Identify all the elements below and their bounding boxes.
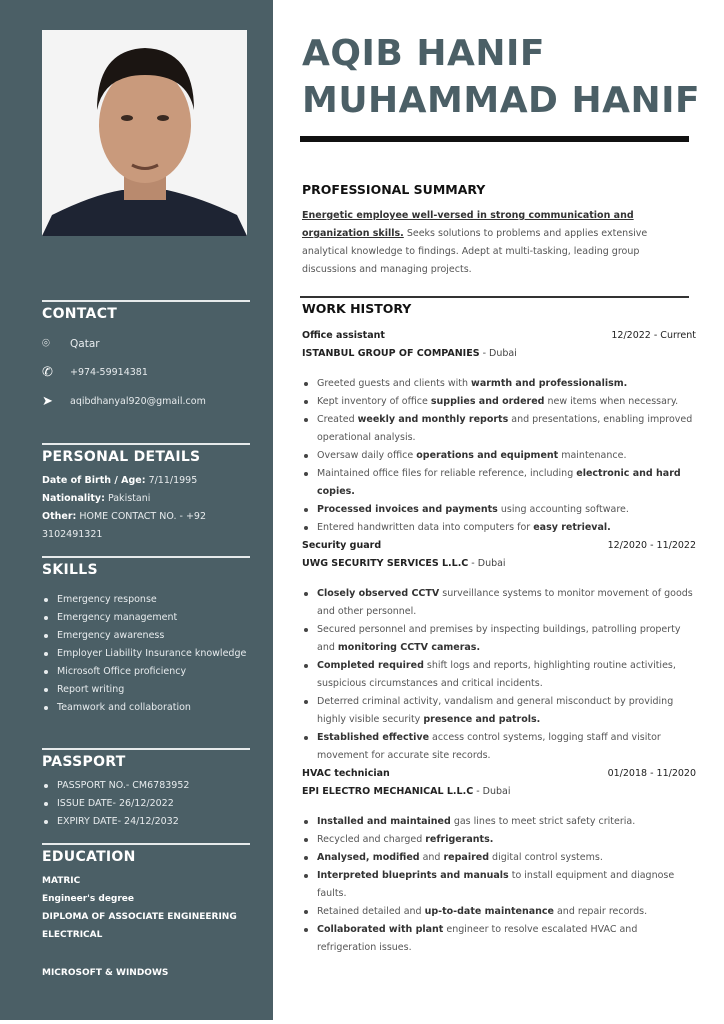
job-dates: 12/2022 - Current: [611, 330, 696, 341]
bullet-bold-text: easy retrieval.: [533, 522, 611, 533]
job-header: [302, 537, 696, 555]
bullet-bold-text: Collaborated with plant: [317, 924, 444, 935]
education-item: DIPLOMA OF ASSOCIATE ENGINEERING: [42, 912, 237, 922]
bullet-text: digital control systems.: [489, 852, 603, 863]
job-dates: 12/2020 - 11/2022: [607, 540, 696, 551]
job-company: [302, 783, 696, 801]
divider: [42, 748, 250, 750]
bullet-bold-text: supplies and ordered: [430, 396, 545, 407]
bullet-bold-text: operations and equipment: [416, 450, 559, 461]
summary-text: [302, 207, 696, 279]
nationality-value: Pakistani: [107, 493, 151, 504]
email-link[interactable]: aqibdhanyal920@gmail.com: [70, 396, 206, 407]
bullet-bold-text: weekly and monthly reports: [357, 414, 509, 425]
bullet-bold-text: up-to-date maintenance: [424, 906, 554, 917]
bullet-bold-text: warmth and professionalism.: [471, 378, 628, 389]
bullet-text: and repair records.: [553, 906, 648, 917]
passport-item: ISSUE DATE- 26/12/2022: [42, 795, 250, 813]
bullet-text: and presentations, enabling improved operational analysis.: [317, 414, 693, 443]
company-name: ISTANBUL GROUP OF COMPANIES: [302, 348, 480, 359]
job-dates: 01/2018 - 11/2020: [607, 768, 696, 779]
bullet-bold-text: electronic and hard copies.: [317, 468, 681, 497]
bullet-text: using accounting software.: [497, 504, 629, 515]
dob-row: [42, 472, 250, 490]
bullet-bold-text: repaired: [443, 852, 490, 863]
bullet-text: access control systems, logging staff and visitor movement for accurate site records.: [317, 732, 661, 761]
job-bullet: [302, 411, 696, 447]
summary-heading: PROFESSIONAL SUMMARY: [302, 182, 486, 197]
job-title: Office assistant: [302, 330, 385, 341]
company-location: - Dubai: [468, 558, 506, 569]
company-name: UWG SECURITY SERVICES L.L.C: [302, 558, 469, 569]
passport-section: [42, 748, 250, 831]
education-item: [42, 944, 250, 964]
passport-heading: PASSPORT: [42, 754, 126, 770]
bullet-bold-text: refrigerants.: [425, 834, 494, 845]
dob-value: 7/11/1995: [148, 475, 198, 486]
education-section: [42, 843, 250, 982]
divider: [42, 556, 250, 558]
location-pin-icon: ⌾: [42, 336, 50, 351]
job-bullet: [302, 849, 696, 867]
divider: [300, 296, 689, 298]
company-name: EPI ELECTRO MECHANICAL L.L.C: [302, 786, 474, 797]
dob-label: Date of Birth / Age:: [42, 475, 146, 486]
skills-item: Emergency awareness: [42, 627, 250, 645]
job-header: [302, 327, 696, 345]
company-location: - Dubai: [473, 786, 511, 797]
job-entry: [302, 537, 696, 765]
skills-heading: SKILLS: [42, 562, 98, 578]
name-line-2: MUHAMMAD HANIF: [302, 80, 701, 121]
skills-item: Teamwork and collaboration: [42, 699, 250, 717]
job-bullet: [302, 831, 696, 849]
contact-section: [42, 300, 250, 416]
job-title: HVAC technician: [302, 768, 390, 779]
bullet-text: Greeted guests and clients with: [317, 378, 472, 389]
job-title: Security guard: [302, 540, 382, 551]
job-company: [302, 345, 696, 363]
job-bullet: [302, 921, 696, 957]
job-entry: [302, 327, 696, 537]
bullet-text: Secured personnel and premises by inspecting buildings, patrolling property and: [317, 624, 681, 653]
job-bullet: [302, 657, 696, 693]
contact-email: [42, 387, 250, 416]
skills-item: Report writing: [42, 681, 250, 699]
education-item: MATRIC: [42, 876, 81, 886]
company-location: - Dubai: [479, 348, 517, 359]
nationality-row: [42, 490, 250, 508]
personal-heading: PERSONAL DETAILS: [42, 449, 201, 465]
job-entry: [302, 765, 696, 957]
job-bullet: [302, 813, 696, 831]
name-line-1: AQIB HANIF: [302, 33, 545, 74]
job-bullet: [302, 729, 696, 765]
bullet-bold-text: Completed required: [317, 660, 424, 671]
job-bullet: [302, 465, 696, 501]
bullet-bold-text: Analysed, modified: [317, 852, 420, 863]
job-bullet: [302, 693, 696, 729]
skills-item: Employer Liability Insurance knowledge: [42, 645, 250, 663]
education-item: Engineer's degree: [42, 894, 135, 904]
phone-icon: ✆: [42, 365, 53, 380]
summary-section: [302, 181, 696, 279]
divider: [42, 300, 250, 302]
bullet-text: Kept inventory of office: [317, 396, 431, 407]
job-bullets: [302, 813, 696, 957]
name-underline: [300, 136, 689, 142]
bullet-text: Entered handwritten data into computers for: [317, 522, 534, 533]
passport-item: EXPIRY DATE- 24/12/2032: [42, 813, 250, 831]
bullet-text: and: [419, 852, 444, 863]
job-header: [302, 765, 696, 783]
bullet-text: Oversaw daily office: [317, 450, 417, 461]
other-value-cont: 3102491321: [42, 529, 103, 540]
bullet-text: shift logs and reports, highlighting routine activities, suspicious circumstances and critical incidents.: [317, 660, 676, 689]
bullet-text: Deterred criminal activity, vandalism and general misconduct by providing highly visible security: [317, 696, 674, 725]
bullet-text: engineer to resolve escalated HVAC and refrigeration issues.: [317, 924, 638, 953]
other-value: HOME CONTACT NO. - +92: [79, 511, 206, 522]
bullet-bold-text: presence and patrols.: [423, 714, 541, 725]
bullet-bold-text: Established effective: [317, 732, 430, 743]
candidate-name: [302, 30, 700, 124]
location-text: Qatar: [70, 337, 100, 350]
summary-body: Seeks solutions to problems and applies extensive analytical knowledge to findings. Adept at multi-tasking, leading group discussions and managing projects.: [302, 228, 648, 275]
bullet-text: Recycled and charged: [317, 834, 426, 845]
job-bullet: [302, 375, 696, 393]
bullet-text: new items when necessary.: [544, 396, 679, 407]
job-bullets: [302, 375, 696, 537]
education-item: ELECTRICAL: [42, 930, 103, 940]
phone-text: +974-59914381: [70, 367, 148, 378]
skills-item: Emergency response: [42, 591, 250, 609]
bullet-text: maintenance.: [558, 450, 627, 461]
job-bullet: [302, 621, 696, 657]
bullet-text: Retained detailed and: [317, 906, 425, 917]
bullet-bold-text: monitoring CCTV cameras.: [337, 642, 481, 653]
job-bullet: [302, 519, 696, 537]
job-bullet: [302, 903, 696, 921]
other-label: Other:: [42, 511, 77, 522]
job-bullet: [302, 447, 696, 465]
job-bullet: [302, 501, 696, 519]
job-bullet: [302, 393, 696, 411]
divider: [42, 443, 250, 445]
summary-lead: Energetic employee well-versed in strong communication and organization skills.: [302, 210, 634, 239]
bullet-bold-text: Installed and maintained: [317, 816, 451, 827]
bullet-bold-text: Closely observed CCTV: [317, 588, 440, 599]
paper-plane-icon: ➤: [42, 394, 53, 409]
work-heading: WORK HISTORY: [302, 301, 412, 316]
work-section: [302, 300, 696, 957]
job-company: [302, 555, 696, 573]
bullet-text: to install equipment and diagnose faults.: [317, 870, 675, 899]
education-item: MICROSOFT & WINDOWS: [42, 968, 169, 978]
bullet-text: Maintained office files for reliable reference, including: [317, 468, 577, 479]
personal-section: [42, 443, 250, 544]
education-heading: EDUCATION: [42, 849, 136, 865]
skills-section: [42, 556, 250, 717]
job-bullet: [302, 867, 696, 903]
job-bullet: [302, 585, 696, 621]
contact-phone: [42, 358, 250, 387]
bullet-text: Created: [317, 414, 358, 425]
profile-photo: [42, 30, 247, 236]
other-row: [42, 508, 250, 526]
bullet-bold-text: Processed invoices and payments: [317, 504, 498, 515]
skills-item: Emergency management: [42, 609, 250, 627]
nationality-label: Nationality:: [42, 493, 105, 504]
contact-heading: CONTACT: [42, 306, 118, 322]
bullet-text: gas lines to meet strict safety criteria.: [450, 816, 636, 827]
job-bullets: [302, 585, 696, 765]
skills-item: Microsoft Office proficiency: [42, 663, 250, 681]
passport-item: PASSPORT NO.- CM6783952: [42, 777, 250, 795]
contact-location: [42, 329, 250, 358]
bullet-bold-text: Interpreted blueprints and manuals: [317, 870, 509, 881]
divider: [42, 843, 250, 845]
bullet-text: surveillance systems to monitor movement of goods and other personnel.: [317, 588, 693, 617]
